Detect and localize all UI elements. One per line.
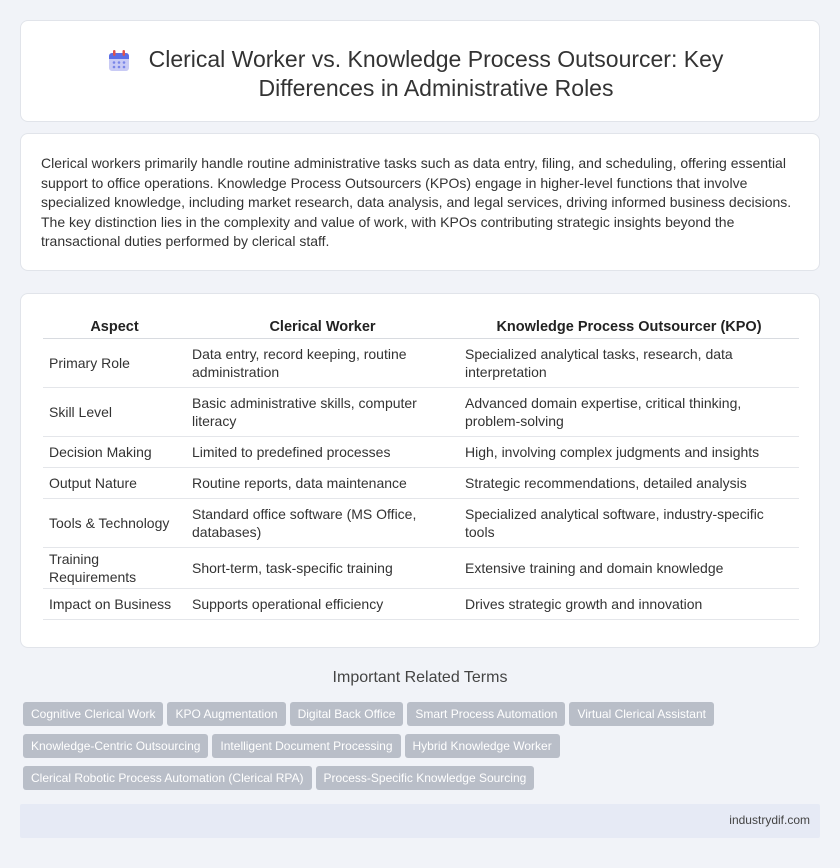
header-aspect: Aspect [43, 316, 186, 338]
cell-kpo: High, involving complex judgments and insights [459, 436, 799, 467]
cell-aspect: Impact on Business [43, 588, 186, 619]
related-terms-list [23, 702, 823, 798]
cell-kpo: Strategic recommendations, detailed analysis [459, 467, 799, 498]
cell-clerical: Data entry, record keeping, routine administration [186, 338, 459, 387]
tag-virtual-clerical-assistant[interactable]: Virtual Clerical Assistant [569, 702, 714, 726]
tag-digital-back-office[interactable]: Digital Back Office [290, 702, 404, 726]
calendar-icon [107, 49, 131, 73]
table-row [43, 588, 799, 619]
table-row [43, 436, 799, 467]
table-row [43, 467, 799, 498]
tag-intelligent-document-processing[interactable]: Intelligent Document Processing [212, 734, 400, 758]
tag-cognitive-clerical-work[interactable]: Cognitive Clerical Work [23, 702, 163, 726]
tag-process-specific-knowledge-sourcing[interactable]: Process-Specific Knowledge Sourcing [316, 766, 535, 790]
comparison-table [43, 316, 799, 620]
table-header-row [43, 316, 799, 338]
title-wrap [21, 45, 821, 103]
cell-kpo: Specialized analytical software, industry-specific tools [459, 498, 799, 547]
cell-clerical: Supports operational efficiency [186, 588, 459, 619]
table-row [43, 387, 799, 436]
intro-paragraph: Clerical workers primarily handle routine administrative tasks such as data entry, filing, and scheduling, offering essential support to office operations. Knowledge Process Outsourcers (KPOs) engage in higher-level functions that involve specialized knowledge, including market research, data analysis, and legal services, driving informed business decisions. The key distinction lies in the complexity and value of work, with KPOs contributing strategic insights beyond the transactional duties performed by clerical staff. [41, 155, 792, 249]
comparison-card [20, 293, 820, 648]
cell-kpo: Extensive training and domain knowledge [459, 547, 799, 588]
cell-aspect: Skill Level [43, 387, 186, 436]
cell-aspect: Primary Role [43, 338, 186, 387]
cell-kpo: Drives strategic growth and innovation [459, 588, 799, 619]
header-clerical-worker: Clerical Worker [186, 316, 459, 338]
header-kpo: Knowledge Process Outsourcer (KPO) [459, 316, 799, 338]
tag-row [23, 766, 823, 798]
title-card [20, 20, 820, 122]
cell-clerical: Standard office software (MS Office, databases) [186, 498, 459, 547]
cell-kpo: Advanced domain expertise, critical thinking, problem-solving [459, 387, 799, 436]
tag-smart-process-automation[interactable]: Smart Process Automation [407, 702, 565, 726]
cell-aspect: Tools & Technology [43, 498, 186, 547]
cell-aspect: Decision Making [43, 436, 186, 467]
cell-aspect: Training Requirements [43, 547, 186, 588]
related-terms-title: Important Related Terms [332, 669, 508, 686]
table-row [43, 498, 799, 547]
tag-row [23, 734, 823, 766]
tag-hybrid-knowledge-worker[interactable]: Hybrid Knowledge Worker [405, 734, 560, 758]
footer-site-link[interactable]: industrydif.com [729, 813, 810, 827]
tag-row [23, 702, 823, 734]
cell-kpo: Specialized analytical tasks, research, data interpretation [459, 338, 799, 387]
cell-clerical: Basic administrative skills, computer literacy [186, 387, 459, 436]
cell-clerical: Short-term, task-specific training [186, 547, 459, 588]
cell-clerical: Routine reports, data maintenance [186, 467, 459, 498]
tag-kpo-augmentation[interactable]: KPO Augmentation [167, 702, 285, 726]
cell-aspect: Output Nature [43, 467, 186, 498]
table-row [43, 547, 799, 588]
page-title: Clerical Worker vs. Knowledge Process Outsourcer: Key Differences in Administrative Roles [148, 46, 724, 101]
footer [20, 804, 820, 838]
cell-clerical: Limited to predefined processes [186, 436, 459, 467]
intro-card [20, 133, 820, 271]
tag-clerical-rpa[interactable]: Clerical Robotic Process Automation (Clerical RPA) [23, 766, 312, 790]
table-row [43, 338, 799, 387]
tag-knowledge-centric-outsourcing[interactable]: Knowledge-Centric Outsourcing [23, 734, 208, 758]
